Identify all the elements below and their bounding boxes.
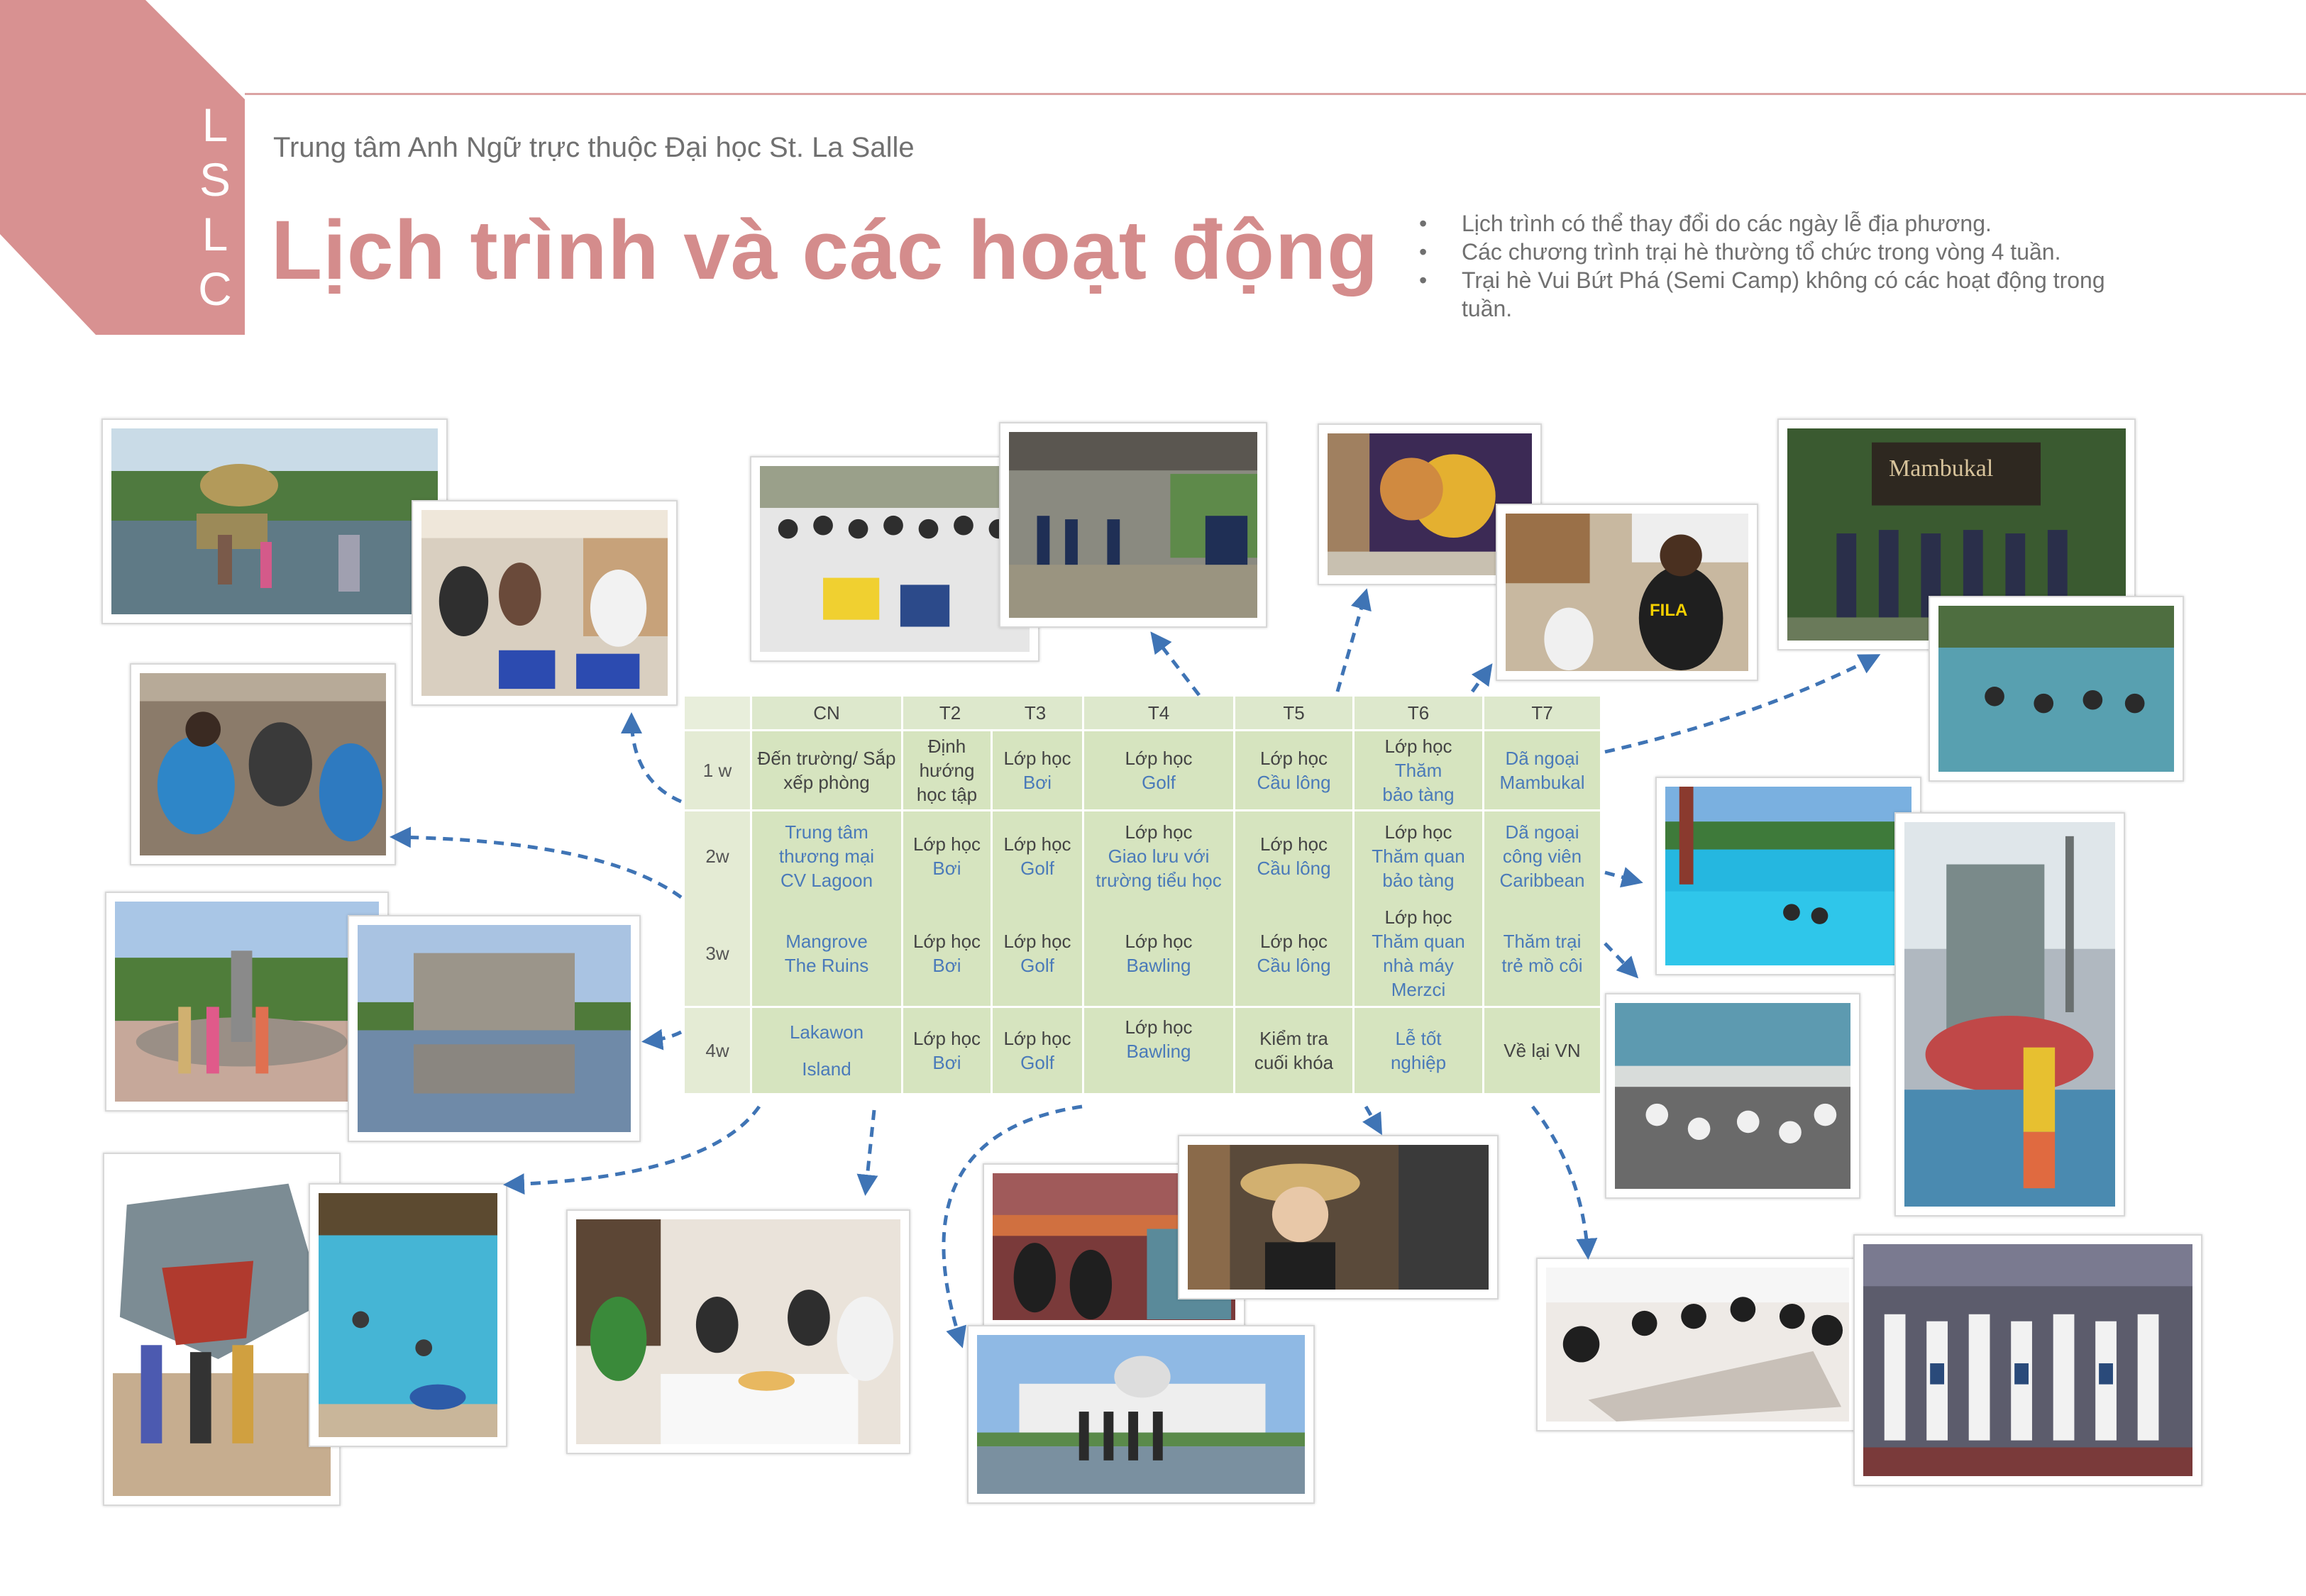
w3-cn: Mangrove The Ruins (752, 901, 901, 1006)
w1-t3 (993, 731, 1082, 809)
w2-t4-activity: Giao lưu với trường tiểu học (1096, 846, 1222, 891)
w1-t6-activity: Thăm bảo tàng (1382, 760, 1455, 805)
w1-t4-activity: Golf (1142, 772, 1176, 793)
w3-t3 (993, 901, 1082, 1006)
w1-t5-activity: Cầu lông (1257, 772, 1331, 793)
w4-t3-activity: Golf (1020, 1052, 1054, 1073)
page-title: Lịch trình và các hoạt động (271, 204, 1379, 297)
w2-t4 (1084, 811, 1233, 901)
w4-t3-class: Lớp học (1003, 1028, 1071, 1049)
header-day-t2: T2 (939, 702, 961, 724)
w3-t6-activity: Thăm quan nhà máy Merzci (1372, 931, 1465, 1000)
photo-auditorium (1605, 993, 1860, 1199)
w4-t2 (903, 1008, 991, 1093)
w1-t4 (1084, 731, 1233, 809)
photo-school-group (750, 456, 1039, 662)
w4-cn-line2: Island (802, 1058, 851, 1080)
w2-t6 (1355, 811, 1482, 901)
header-day-t4: T4 (1084, 697, 1233, 729)
w3-t4-activity: Bawling (1126, 955, 1191, 976)
photo-fountain (105, 892, 389, 1112)
arrow-to-school (1153, 635, 1199, 695)
header-day-cn: CN (752, 697, 901, 729)
w4-t4-activity: Bawling (1126, 1041, 1191, 1062)
w4-t7: Về lại VN (1484, 1008, 1600, 1093)
w2-t7: Dã ngoại công viên Caribbean (1484, 811, 1600, 901)
w3-t5 (1235, 901, 1352, 1006)
photo-shark-statue (103, 1153, 341, 1506)
brand-lslc (190, 98, 240, 316)
w1-cn: Đến trường/ Sắp xếp phòng (752, 731, 901, 809)
w4-cn-line1: Lakawon (789, 1021, 864, 1043)
w1-t3-activity: Bơi (1022, 772, 1052, 793)
w2-cn: Trung tâm thương mại CV Lagoon (752, 811, 901, 901)
sign-mambukal: Mambukal (1889, 455, 1994, 482)
photo-dinner (566, 1209, 910, 1454)
w2-t3-activity: Golf (1020, 858, 1054, 879)
w3-t7: Thăm trại trẻ mồ côi (1484, 901, 1600, 1006)
schedule-table (685, 697, 1600, 1104)
arrow-to-supermarket (631, 716, 681, 802)
photo-capitol-building (967, 1325, 1315, 1504)
w2-t3 (993, 811, 1082, 901)
header-day-t3: T3 (1024, 702, 1047, 724)
w4-t2-class: Lớp học (912, 1028, 981, 1049)
w1-t6-class: Lớp học (1384, 736, 1452, 757)
w3-t2-activity: Bơi (932, 955, 961, 976)
w2-t3-class: Lớp học (1003, 833, 1071, 855)
photo-beach-activity (130, 663, 396, 865)
w1-t5 (1235, 731, 1352, 809)
photo-supermarket (412, 500, 678, 706)
photo-factory-visit (1496, 504, 1758, 681)
w3-t4-class: Lớp học (1125, 931, 1193, 952)
photo-the-ruins (348, 915, 641, 1142)
week-label-1: 1 w (685, 731, 750, 809)
photo-graduation (1853, 1234, 2202, 1486)
header-day-t6: T6 (1355, 697, 1482, 729)
w2-t5 (1235, 811, 1352, 901)
header-divider (245, 93, 2306, 95)
w3-t4 (1084, 901, 1233, 1006)
brand-letter: L (202, 99, 228, 151)
w4-t3 (993, 1008, 1082, 1093)
arrow-to-beach (394, 837, 681, 897)
w1-t2: Định hướng học tập (903, 731, 991, 809)
note-item: • Lịch trình có thể thay đổi do các ngày lễ địa phương. (1419, 209, 2157, 238)
w3-t6-class: Lớp học (1384, 907, 1452, 928)
w2-t4-class: Lớp học (1125, 821, 1193, 843)
brand-letter: C (198, 262, 232, 315)
w3-t3-class: Lớp học (1003, 931, 1071, 952)
w2-t6-activity: Thăm quan bảo tàng (1372, 846, 1465, 891)
arrow-to-caribbean-pool (1605, 872, 1639, 882)
w2-t5-class: Lớp học (1259, 833, 1328, 855)
w4-t4 (1084, 1008, 1233, 1093)
header-day-t5: T5 (1235, 697, 1352, 729)
w2-t5-activity: Cầu lông (1257, 858, 1331, 879)
arrow-to-dinner (866, 1110, 874, 1192)
w3-t5-class: Lớp học (1259, 931, 1328, 952)
w2-t6-class: Lớp học (1384, 821, 1452, 843)
w1-t6 (1355, 731, 1482, 809)
photo-wave-pool (309, 1183, 507, 1447)
notes-list (1419, 209, 2157, 323)
w1-t3-class: Lớp học (1003, 748, 1071, 769)
arrow-to-ruins (646, 1032, 681, 1041)
w2-t2-class: Lớp học (912, 833, 981, 855)
w2-t2-activity: Bơi (932, 858, 961, 879)
w2-t2 (903, 811, 991, 901)
arrow-to-auditorium (1605, 943, 1635, 975)
w4-t6: Lễ tốt nghiệp (1355, 1008, 1482, 1093)
brand-letter: S (199, 153, 231, 206)
photo-caribbean-pool (1655, 777, 1921, 975)
brand-letter: L (202, 208, 228, 260)
photo-hat-shop (1178, 1135, 1499, 1299)
header-corner (685, 697, 750, 729)
week-label-4: 4w (685, 1008, 750, 1093)
photo-covered-court (999, 422, 1267, 628)
arrow-to-factory (1472, 667, 1490, 692)
sign-fila: FILA (1650, 601, 1688, 620)
header-days-t2-t3 (903, 697, 1082, 729)
w4-t2-activity: Bơi (932, 1052, 961, 1073)
note-item: • Các chương trình trại hè thường tổ chức trong vòng 4 tuần. (1419, 238, 2157, 266)
photo-poseidon-statue (1894, 812, 2125, 1217)
w3-t2 (903, 901, 991, 1006)
w1-t4-class: Lớp học (1125, 748, 1193, 769)
arrow-to-group-meal (1533, 1107, 1588, 1256)
w3-t2-class: Lớp học (912, 931, 981, 952)
w3-t3-activity: Golf (1020, 955, 1054, 976)
w1-t7: Dã ngoại Mambukal (1484, 731, 1600, 809)
w3-t6 (1355, 901, 1482, 1006)
week-label-2: 2w (685, 811, 750, 901)
week-label-3: 3w (685, 901, 750, 1006)
photo-buffalo-statue (101, 419, 448, 624)
w4-t5: Kiểm tra cuối khóa (1235, 1008, 1352, 1093)
w4-t4-class: Lớp học (1125, 1016, 1193, 1038)
header-day-t7: T7 (1484, 697, 1600, 729)
w4-cn (752, 1008, 901, 1093)
arrow-to-market (1366, 1107, 1380, 1131)
arrow-to-mural (1337, 592, 1366, 692)
photo-hot-spring (1929, 596, 2184, 782)
note-item: • Trại hè Vui Bứt Phá (Semi Camp) không có các hoạt động trong tuần. (1419, 266, 2157, 323)
w1-t5-class: Lớp học (1259, 748, 1328, 769)
page-subtitle: Trung tâm Anh Ngữ trực thuộc Đại học St. La Salle (273, 132, 915, 163)
photo-group-meal (1536, 1258, 1859, 1431)
w3-t5-activity: Cầu lông (1257, 955, 1331, 976)
